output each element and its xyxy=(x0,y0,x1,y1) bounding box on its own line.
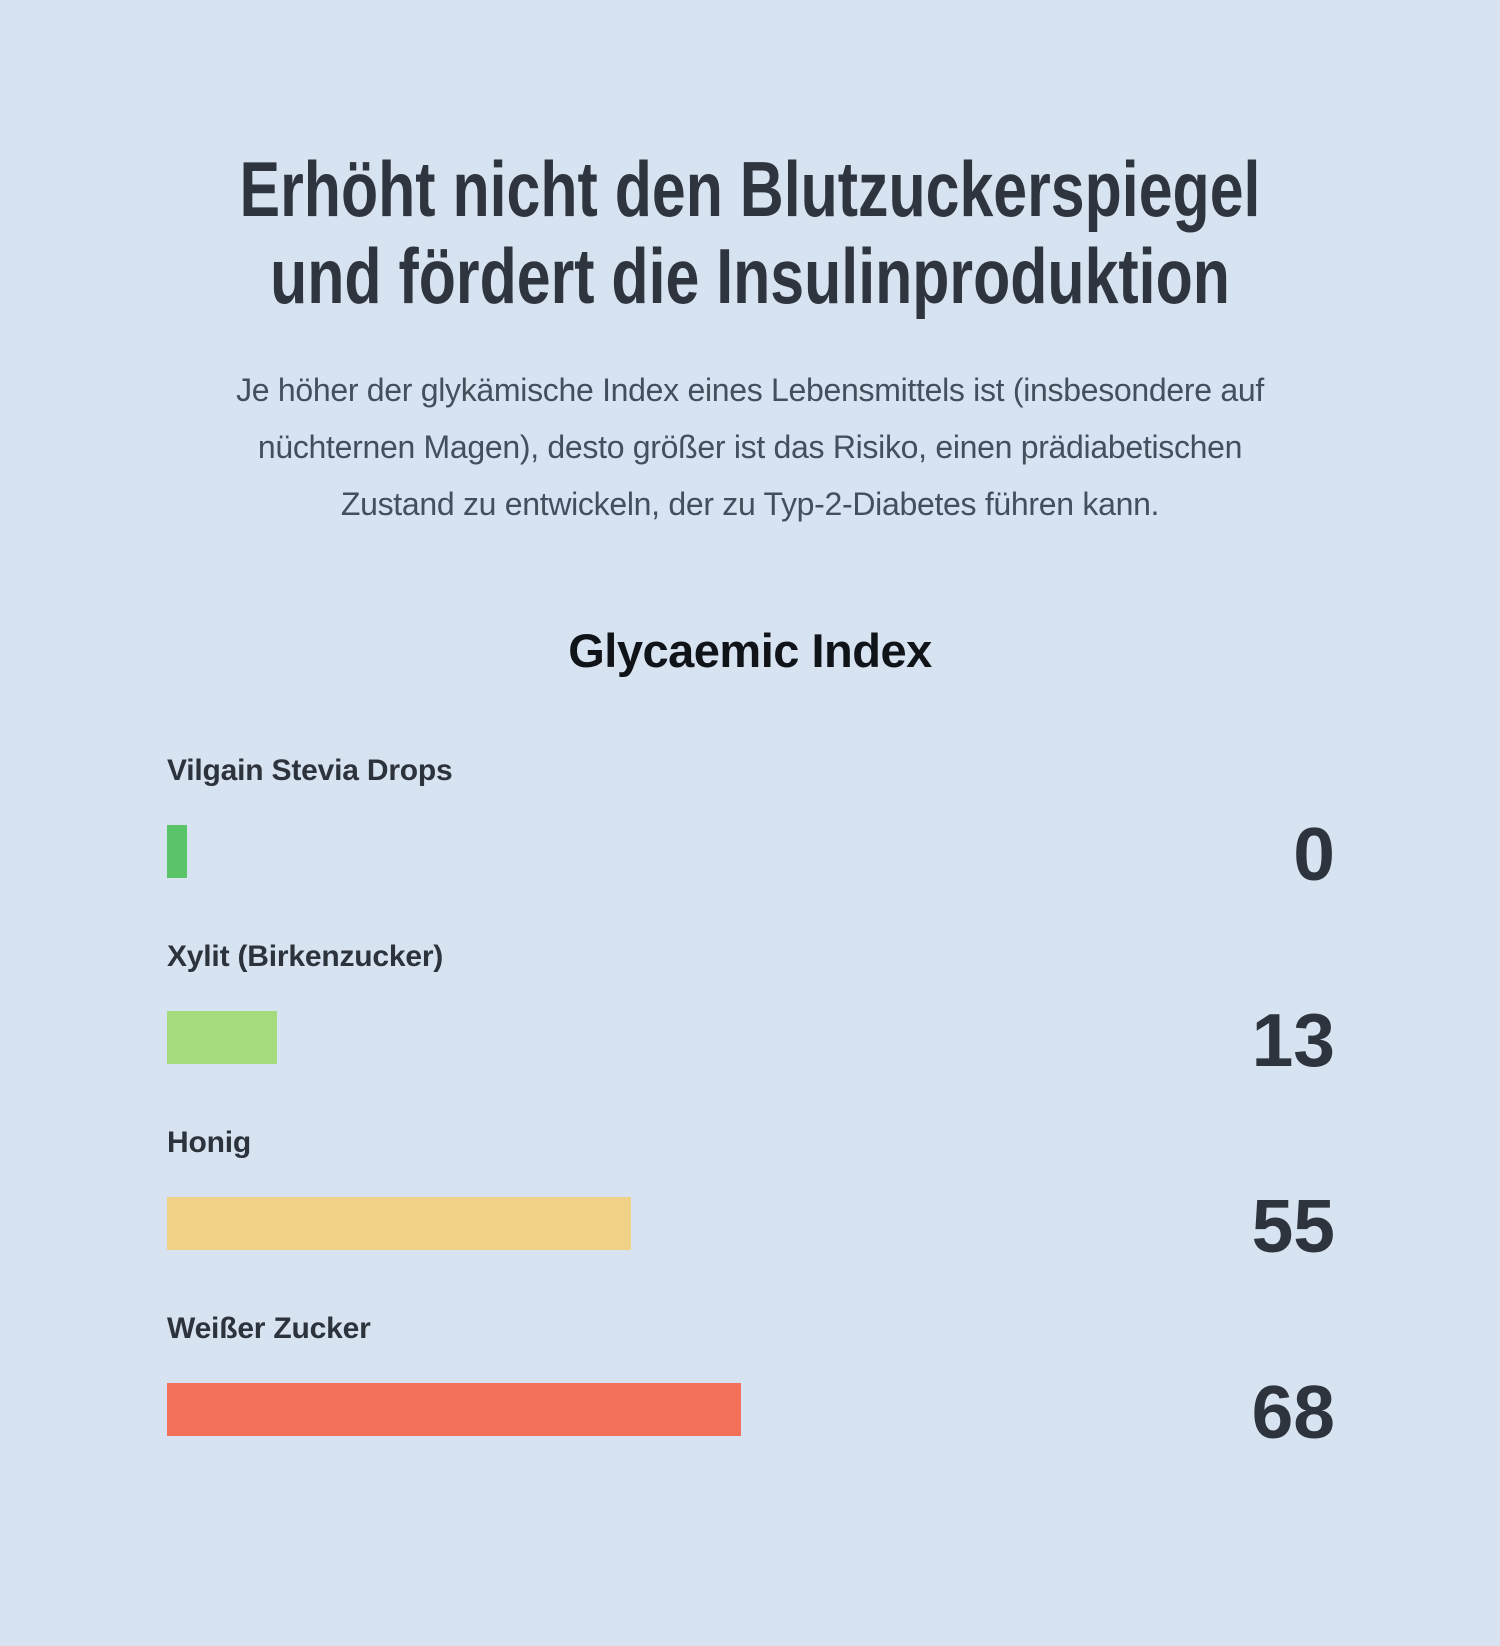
bar-label-weisser-zucker: Weißer Zucker xyxy=(167,1312,371,1345)
bar-xylit xyxy=(167,1011,277,1064)
chart-row-honig xyxy=(167,1126,1335,1268)
page-header xyxy=(0,146,1500,320)
subtitle-line-3: Zustand zu entwickeln, der zu Typ-2-Diabetes führen kann. xyxy=(340,486,1160,522)
bar-value-stevia: 0 xyxy=(1293,812,1335,896)
bar-value-honig: 55 xyxy=(1251,1184,1335,1268)
bar-value-xylit: 13 xyxy=(1251,998,1335,1082)
page-subtitle xyxy=(0,362,1500,533)
subtitle-line-1: Je höher der glykämische Index eines Lebensmittels ist (insbesondere auf xyxy=(236,372,1264,408)
bar-label-xylit: Xylit (Birkenzucker) xyxy=(167,940,444,973)
chart-row-xylit xyxy=(167,940,1335,1082)
chart-title: Glycaemic Index xyxy=(568,624,932,677)
bar-label-stevia: Vilgain Stevia Drops xyxy=(167,754,453,787)
bar-weisser-zucker xyxy=(167,1383,741,1436)
bar-value-weisser-zucker: 68 xyxy=(1251,1370,1335,1454)
page-title-line-1: Erhöht nicht den Blutzuckerspiegel xyxy=(239,145,1261,233)
bar-honig xyxy=(167,1197,631,1250)
bar-stevia xyxy=(167,825,187,878)
chart-row-stevia xyxy=(167,754,1335,896)
subtitle-line-2: nüchternen Magen), desto größer ist das Risiko, einen prädiabetischen xyxy=(257,429,1243,465)
page-title-line-2: und fördert die Insulinproduktion xyxy=(270,232,1230,320)
chart-row-weisser-zucker xyxy=(167,1312,1335,1454)
glycaemic-index-bar-chart xyxy=(167,754,1335,1454)
bar-label-honig: Honig xyxy=(167,1126,251,1159)
